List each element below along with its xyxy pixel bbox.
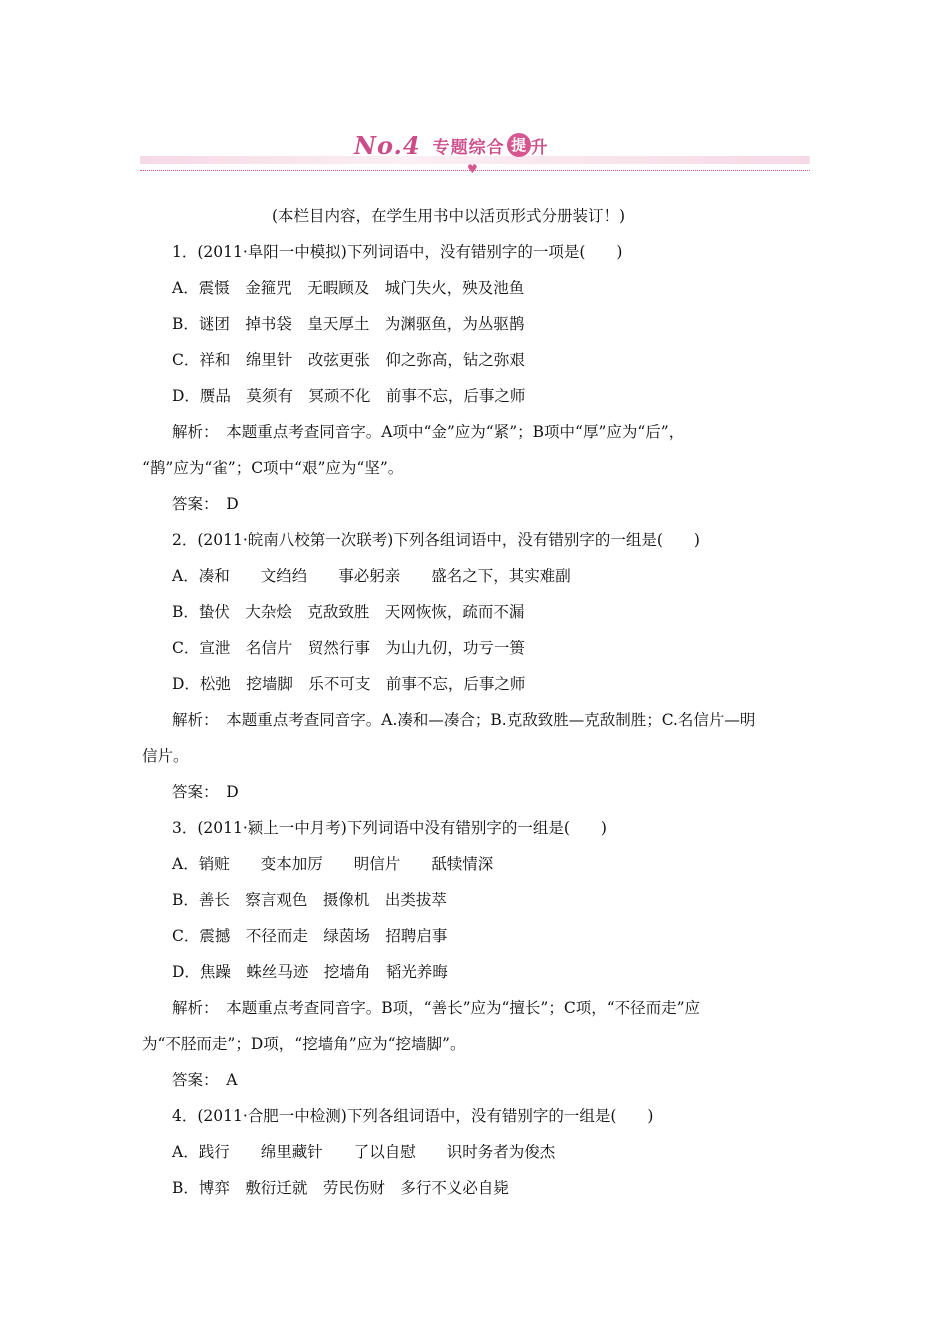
section-title-tail: 升	[530, 137, 549, 158]
heart-icon: ♥	[467, 162, 478, 176]
q2-option-b: B．蛰伏 大杂烩 克敌致胜 天网恢恢，疏而不漏	[172, 603, 525, 621]
q1-answer: 答案： D	[172, 495, 239, 513]
q1-option-d: D．赝品 莫须有 冥顽不化 前事不忘，后事之师	[172, 387, 526, 405]
q4-stem: 4．(2011·合肥一中检测)下列各组词语中，没有错别字的一组是( )	[172, 1107, 654, 1125]
section-banner	[140, 126, 810, 182]
q1-option-a: A．震慑 金箍咒 无暇顾及 城门失火，殃及池鱼	[172, 279, 525, 297]
q2-option-d: D．松弛 挖墙脚 乐不可支 前事不忘，后事之师	[172, 675, 526, 693]
q2-analysis-cont: 信片。	[142, 747, 189, 765]
q3-analysis: 解析： 本题重点考查同音字。B项，“善长”应为“擅长”；C项，“不径而走”应	[172, 999, 701, 1017]
q3-analysis-cont: 为“不胫而走”；D项，“挖墙角”应为“挖墙脚”。	[142, 1035, 466, 1053]
q3-option-a: A．销赃 变本加厉 明信片 舐犊情深	[172, 855, 494, 873]
q3-option-b: B．善长 察言观色 摄像机 出类拔萃	[172, 891, 447, 909]
q3-option-c: C．震撼 不径而走 绿茵场 招聘启事	[172, 927, 448, 945]
q3-answer: 答案： A	[172, 1071, 238, 1089]
q4-option-b: B．博弈 敷衍迁就 劳民伤财 多行不义必自毙	[172, 1179, 509, 1197]
q3-stem: 3．(2011·颍上一中月考)下列词语中没有错别字的一组是( )	[172, 819, 607, 837]
section-number: No.4	[354, 130, 421, 160]
question-content	[142, 198, 812, 1206]
q1-option-c: C．祥和 绵里针 改弦更张 仰之弥高，钻之弥艰	[172, 351, 525, 369]
binding-note: (本栏目内容，在学生用书中以活页形式分册装订！)	[272, 207, 626, 225]
q1-analysis: 解析： 本题重点考查同音字。A项中“金”应为“紧”；B项中“厚”应为“后”，	[172, 423, 685, 441]
q3-option-d: D．焦躁 蛛丝马迹 挖墙角 韬光养晦	[172, 963, 448, 981]
banner-title	[354, 130, 549, 160]
q2-stem: 2．(2011·皖南八校第一次联考)下列各组词语中，没有错别字的一组是( )	[172, 531, 700, 549]
q2-analysis: 解析： 本题重点考查同音字。A.凑和—凑合；B.克敌致胜—克敌制胜；C.名信片—明	[172, 711, 756, 729]
q2-option-c: C．宣泄 名信片 贸然行事 为山九仞，功亏一篑	[172, 639, 525, 657]
q1-analysis-cont: “鹊”应为“雀”；C项中“艰”应为“坚”。	[142, 459, 404, 477]
title-badge: 提	[507, 133, 531, 157]
q2-answer: 答案： D	[172, 783, 239, 801]
q1-option-b: B．谜团 掉书袋 皇天厚土 为渊驱鱼，为丛驱鹊	[172, 315, 525, 333]
section-title: 专题综合	[432, 137, 505, 158]
q1-stem: 1．(2011·阜阳一中模拟)下列词语中，没有错别字的一项是( )	[172, 243, 623, 261]
q2-option-a: A．凑和 文绉绉 事必躬亲 盛名之下，其实难副	[172, 567, 571, 585]
q4-option-a: A．践行 绵里藏针 了以自慰 识时务者为俊杰	[172, 1143, 556, 1161]
